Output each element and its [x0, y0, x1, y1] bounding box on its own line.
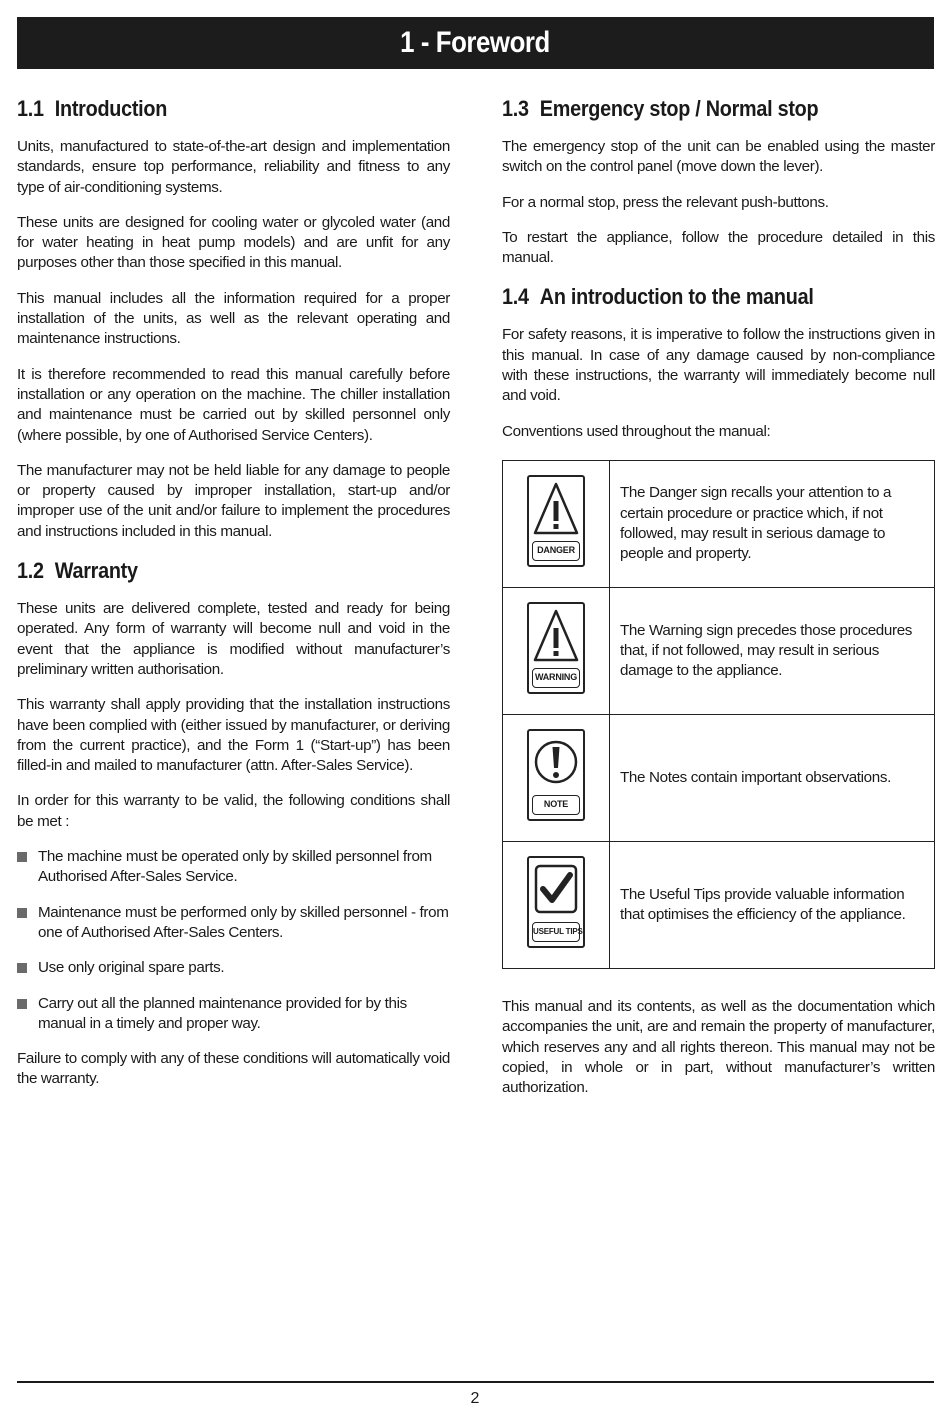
list-item-text: Maintenance must be performed only by skilled personnel - from one of Authorised After-Sales Centers.: [38, 903, 449, 941]
paragraph: For safety reasons, it is imperative to follow the instructions given in this manual. In case of any damage caused by non-compliance with these instructions, the warranty will immediately become null and void.: [502, 326, 935, 405]
danger-sign: [527, 475, 585, 567]
section-warranty: [17, 557, 450, 1090]
bullet-square-icon: [17, 963, 27, 973]
paragraph: This manual includes all the information required for a proper installation of the units, as well as the relevant operating and maintenance instructions.: [17, 289, 450, 348]
paragraph: It is therefore recommended to read this manual carefully before installation or any operation on the machine. The chiller installation and maintenance must be carried out by skilled personnel only (where possible, by one of Authorised Service Centers).: [17, 365, 450, 444]
table-cell: [503, 841, 610, 968]
page-number: 2: [470, 1390, 480, 1407]
section-number: 1.4: [502, 284, 529, 310]
convention-description: The Warning sign precedes those procedures that, if not followed, may result in serious damage to the appliance.: [610, 587, 935, 714]
paragraph: These units are designed for cooling water or glycoled water (and for water heating in heat pump models) and are unfit for any purposes other than those specified in this manual.: [17, 213, 450, 272]
section-number: 1.1: [17, 96, 44, 121]
conditions-list: [17, 847, 450, 1034]
list-item: [17, 958, 450, 978]
paragraph: To restart the appliance, follow the procedure detailed in this manual.: [502, 228, 935, 267]
section-heading: [502, 283, 935, 311]
section-number: 1.3: [502, 96, 529, 121]
list-item-text: The machine must be operated only by skilled personnel from Authorised After-Sales Service.: [38, 848, 432, 886]
section-heading: [17, 557, 450, 585]
paragraph: The manufacturer may not be held liable for any damage to people or property caused by improper installation, start-up and/or improper use of the unit and/or failure to implement the procedures and instructions included in this manual.: [17, 461, 450, 540]
paragraph: This manual and its contents, as well as the documentation which accompanies the unit, are and remain the property of manufacturer, which reserves any and all rights thereon. This manual may not be copied, in whole or in part, without manufacturer’s written authorization.: [502, 997, 935, 1097]
section-title: Warranty: [54, 558, 138, 584]
note-sign: [527, 729, 585, 821]
section-introduction: [17, 95, 450, 542]
paragraph: This warranty shall apply providing that the installation instructions have been complied with (either issued by manufacturer, or deriving from the current practice), and the Form 1 (“Start-up”) has been filled-in and mailed to manufacturer (attn. After-Sales Service).: [17, 696, 450, 775]
section-emergency-stop: [502, 95, 935, 268]
section-manual-intro: [502, 283, 935, 1098]
sign-label: DANGER: [532, 541, 580, 561]
table-cell: [503, 460, 610, 587]
right-column: [502, 95, 935, 1113]
list-item-text: Use only original spare parts.: [38, 959, 225, 977]
bullet-square-icon: [17, 999, 27, 1009]
section-heading: [17, 95, 450, 123]
sign-label: NOTE: [532, 795, 580, 815]
useful-tips-sign: [527, 856, 585, 948]
section-heading: [502, 95, 935, 123]
page-title: 1 - Foreword: [400, 26, 551, 59]
footer-divider: [17, 1381, 934, 1383]
conventions-table: [502, 460, 935, 969]
checkmark-icon: [533, 862, 579, 918]
note-exclamation-icon: [533, 735, 579, 791]
convention-description: The Danger sign recalls your attention to a certain procedure or practice which, if not followed, may result in serious damage to people and property.: [610, 460, 935, 587]
bullet-square-icon: [17, 908, 27, 918]
paragraph: The emergency stop of the unit can be enabled using the master switch on the control panel (move down the lever).: [502, 138, 935, 176]
table-row: [503, 714, 935, 841]
paragraph: These units are delivered complete, tested and ready for being operated. Any form of warranty will become null and void in the event that the appliance is modified without manufacturer’s preliminary written authorisation.: [17, 600, 450, 678]
list-item: [17, 903, 450, 944]
sign-label: WARNING: [532, 668, 580, 688]
section-title: An introduction to the manual: [539, 284, 814, 310]
bullet-square-icon: [17, 852, 27, 862]
table-cell: [503, 587, 610, 714]
warning-triangle-icon: [533, 608, 579, 664]
convention-description: The Useful Tips provide valuable information that optimises the efficiency of the appliance.: [610, 841, 935, 968]
page-title-bar: [17, 17, 934, 69]
table-row: [503, 587, 935, 714]
table-row: [503, 460, 935, 587]
section-title: Introduction: [54, 96, 168, 121]
list-item: [17, 847, 450, 888]
list-item-text: Carry out all the planned maintenance provided for by this manual in a timely and proper way.: [38, 994, 407, 1032]
sign-label: USEFUL TIPS: [532, 922, 580, 942]
paragraph: Failure to comply with any of these conditions will automatically void the warranty.: [17, 1050, 450, 1088]
paragraph: In order for this warranty to be valid, the following conditions shall be met :: [17, 792, 450, 830]
list-item: [17, 994, 450, 1035]
paragraph: Units, manufactured to state-of-the-art design and implementation standards, ensure top performance, reliability and fitness to any type of air-conditioning systems.: [17, 138, 450, 196]
left-column: [17, 95, 450, 1105]
table-row: [503, 841, 935, 968]
paragraph: For a normal stop, press the relevant push-buttons.: [502, 193, 829, 211]
danger-triangle-icon: [533, 481, 579, 537]
warning-sign: [527, 602, 585, 694]
convention-description: The Notes contain important observations.: [610, 714, 935, 841]
table-cell: [503, 714, 610, 841]
paragraph: Conventions used throughout the manual:: [502, 422, 771, 440]
section-title: Emergency stop / Normal stop: [539, 96, 819, 121]
section-number: 1.2: [17, 558, 44, 584]
